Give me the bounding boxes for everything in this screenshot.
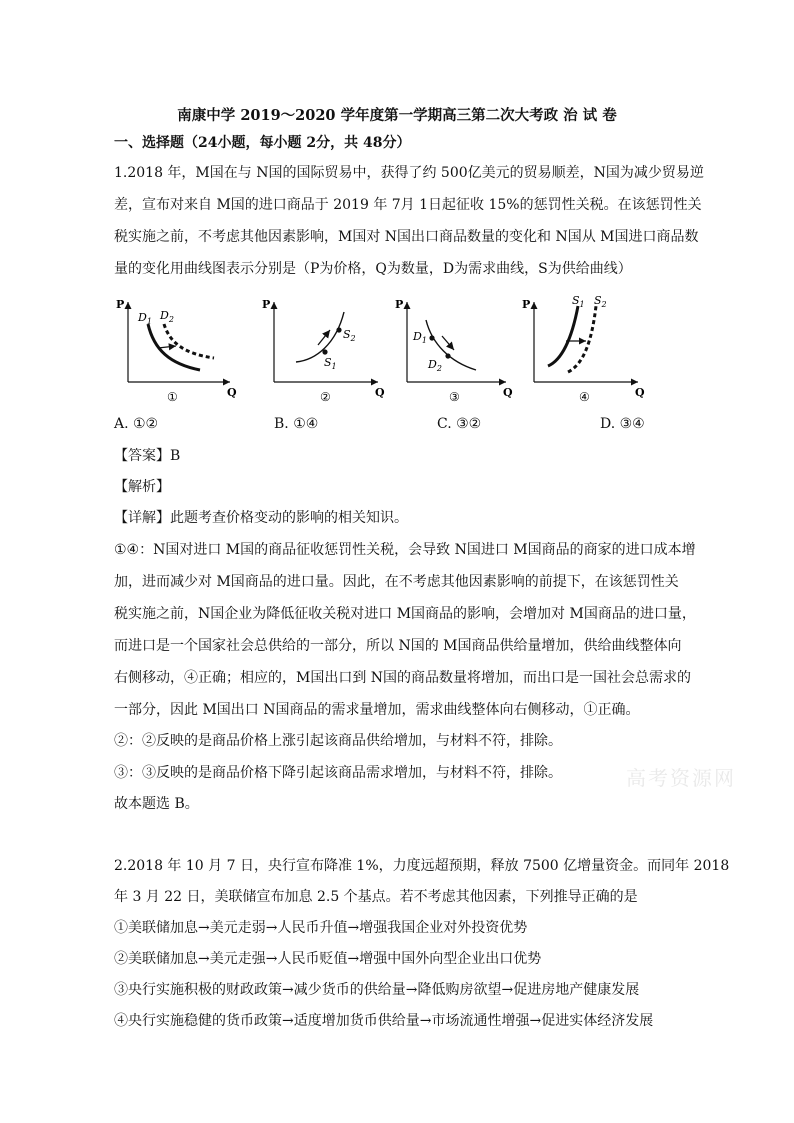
svg-text:S1 (324, 356, 337, 371)
supply-curve (296, 312, 344, 362)
q1-graphs (110, 290, 670, 406)
svg-text:D2 (159, 309, 174, 324)
curve-subscript: 1 (331, 362, 337, 371)
graph-number: ③ (449, 390, 460, 404)
q1-option-c: C. ③② (437, 416, 482, 432)
axis-p-label: P (116, 298, 125, 311)
graph-2 (262, 298, 385, 404)
exam-title: 南康中学 2019～2020 学年度第一学期高三第二次大考政 治 试 卷 (177, 107, 617, 124)
axis-q-label: Q (503, 386, 513, 399)
q2-line-1: 2.2018 年 10 月 7 日，央行宣布降准 1%，力度远超预期，释放 7500 亿增量资金。而同年 2018 (114, 858, 730, 874)
q1-detail-1: 【详解】此题考查价格变动的影响的相关知识。 (114, 510, 408, 526)
q1-detail-5: 而进口是一个国家社会总供给的一部分，所以 N国的 M国商品供给量增加，供给曲线整体向 (114, 638, 682, 654)
graph-number: ① (167, 390, 178, 404)
q1-analysis-label: 【解析】 (114, 479, 170, 495)
movement-arrow (442, 336, 454, 350)
curve-label: S (343, 328, 351, 341)
svg-text:S2 (594, 294, 607, 309)
shift-arrow (158, 346, 176, 348)
axis-q-label: Q (375, 386, 385, 399)
curve-subscript: 1 (421, 336, 427, 345)
q1-detail-3: 加，进而减少对 M国商品的进口量。因此，在不考虑其他因素影响的前提下，在该惩罚性关 (114, 574, 679, 590)
q1-option-a: A. ①② (114, 416, 159, 432)
curve-subscript: 2 (168, 315, 174, 324)
q1-detail-6: 右侧移动，④正确；相应的，M国出口到 N国的商品数量将增加，而出口是一国社会总需求的 (114, 670, 692, 686)
curve-subscript: 2 (350, 334, 356, 343)
svg-text:S1 (572, 294, 585, 309)
q1-option-b: B. ①④ (274, 416, 319, 432)
axis-p-label: P (522, 298, 531, 311)
q1-detail-2: ①④：N国对进口 M国的商品征收惩罚性关税，会导致 N国进口 M国商品的商家的进口成本增 (114, 542, 696, 558)
demand-curve-d1 (148, 324, 200, 370)
point-d1 (429, 335, 434, 340)
curve-subscript: 1 (146, 317, 152, 326)
q1-detail-10: 故本题选 B。 (114, 796, 199, 812)
curve-subscript: 1 (579, 300, 585, 309)
q1-answer: 【答案】B (114, 448, 181, 464)
axis-p-label: P (262, 298, 271, 311)
curve-subscript: 2 (601, 300, 607, 309)
curve-label: D (413, 330, 422, 343)
axis-q-label: Q (227, 386, 237, 399)
q1-detail-8: ②：②反映的是商品价格上涨引起该商品供给增加，与材料不符，排除。 (114, 733, 562, 749)
curve-label: D (160, 309, 169, 322)
demand-curve-d2 (164, 324, 214, 358)
q1-line-2: 差，宣布对来自 M国的进口商品于 2019 年 7月 1日起征收 15%的惩罚性关税。在该惩罚性关 (114, 197, 702, 213)
section-heading: 一、选择题（24小题，每小题 2分，共 48分） (114, 135, 411, 151)
q1-option-d: D. ③④ (600, 416, 645, 432)
q2-statement-2: ②美联储加息→美元走强→人民币贬值→增强中国外向型企业出口优势 (114, 951, 542, 967)
curve-label: D (428, 358, 437, 371)
point-d2 (445, 353, 450, 358)
svg-text:D1 (137, 311, 152, 326)
q1-line-1: 1.2018 年，M国在与 N国的国际贸易中，获得了约 500亿美元的贸易顺差，N国为减少贸易逆 (114, 165, 704, 181)
point-s1 (322, 349, 327, 354)
q1-detail-7: 一部分，因此 M国出口 N国商品的需求量增加，需求曲线整体向右侧移动，①正确。 (114, 702, 640, 718)
graph-number: ④ (579, 390, 590, 404)
graph-4 (522, 294, 645, 404)
watermark: 高考资源网 (626, 766, 736, 790)
curve-subscript: 2 (436, 364, 442, 373)
point-s2 (336, 327, 341, 332)
q1-detail-9: ③：③反映的是商品价格下降引起该商品需求增加，与材料不符，排除。 (114, 765, 562, 781)
q1-line-4: 量的变化用曲线图表示分别是（P为价格，Q为数量，D为需求曲线，S为供给曲线） (114, 261, 632, 277)
svg-text:S2 (343, 328, 356, 343)
supply-curve-s2 (568, 306, 596, 372)
q2-statement-4: ④央行实施稳健的货币政策→适度增加货币供给量→市场流通性增强→促进实体经济发展 (114, 1013, 654, 1029)
graph-number: ② (320, 390, 331, 404)
curve-label: S (324, 356, 332, 369)
supply-curve-s1 (548, 306, 578, 366)
graph-3 (395, 298, 513, 404)
q1-line-3: 税实施之前，不考虑其他因素影响，M国对 N国出口商品数量的变化和 N国从 M国进口商品数 (114, 229, 699, 245)
svg-text:D1 (412, 330, 427, 345)
curve-label: S (594, 294, 602, 307)
axis-p-label: P (395, 298, 404, 311)
q1-detail-4: 税实施之前，N国企业为降低征收关税对进口 M国商品的影响，会增加对 M国商品的进口量， (114, 606, 696, 622)
graph-1 (116, 298, 237, 404)
q2-statement-1: ①美联储加息→美元走弱→人民币升值→增强我国企业对外投资优势 (114, 920, 528, 936)
q2-line-2: 年 3 月 22 日，美联储宣布加息 2.5 个基点。若不考虑其他因素，下列推导正确的是 (114, 889, 638, 905)
q2-statement-3: ③央行实施积极的财政政策→减少货币的供给量→降低购房欲望→促进房地产健康发展 (114, 982, 640, 998)
curve-label: D (138, 311, 147, 324)
svg-text:D2 (427, 358, 442, 373)
axis-q-label: Q (635, 386, 645, 399)
curve-label: S (572, 294, 580, 307)
movement-arrow (318, 330, 330, 345)
